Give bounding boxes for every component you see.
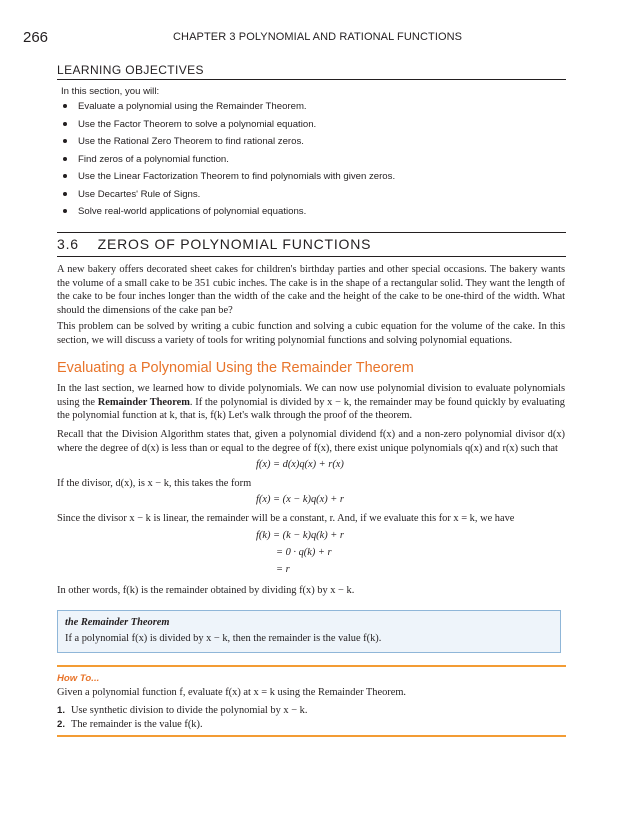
divider	[57, 256, 566, 257]
divider	[57, 232, 566, 233]
howto-step: 1. Use synthetic division to divide the polynomial by x − k.	[57, 705, 308, 716]
theorem-body: If a polynomial f(x) is divided by x − k, then the remainder is the value f(k).	[65, 633, 382, 644]
list-item: Use Decartes' Rule of Signs.	[62, 188, 395, 206]
list-item: Use the Rational Zero Theorem to find rational zeros.	[62, 135, 395, 153]
equation: = r	[276, 564, 290, 575]
list-item: Use the Factor Theorem to solve a polynomial equation.	[62, 118, 395, 136]
list-item: Use the Linear Factorization Theorem to find polynomials with given zeros.	[62, 170, 395, 188]
list-item: Find zeros of a polynomial function.	[62, 153, 395, 171]
howto-step: 2. The remainder is the value f(k).	[57, 719, 203, 730]
intro-paragraph: This problem can be solved by writing a cubic function and solving a cubic equation for the volume of the cake. In this section, we will discuss a variety of tools for writing polynomial functions and solving polynomial equations.	[57, 321, 565, 346]
theorem-box	[57, 610, 561, 653]
divider	[57, 79, 566, 80]
section-title: 3.6 ZEROS OF POLYNOMIAL FUNCTIONS	[57, 236, 372, 252]
equation: f(k) = (k − k)q(k) + r	[256, 530, 344, 541]
body-paragraph: If the divisor, d(x), is x − k, this takes the form	[57, 478, 252, 489]
theorem-title: the Remainder Theorem	[65, 617, 170, 628]
learning-objectives-title: LEARNING OBJECTIVES	[57, 63, 204, 77]
body-paragraph: Recall that the Division Algorithm states that, given a polynomial dividend f(x) and a non-zero polynomial divisor d(x) where the degree of d(x) is less than or equal to the degree of f(x), there exist unique polynomials q(x) and r(x) such that	[57, 429, 565, 454]
divider	[57, 735, 566, 737]
running-header: CHAPTER 3 POLYNOMIAL AND RATIONAL FUNCTIONS	[173, 31, 463, 43]
intro-paragraph: A new bakery offers decorated sheet cakes for children's birthday parties and other special occasions. The bakery wants the volume of a small cake to be 351 cubic inches. The cake is in the shape of a rectangular solid. They want the length of the cake to be four inches longer than the width of the cake and the height of the cake to be one-third of the width. What should the dimensions of the cake pan be?	[57, 264, 565, 316]
equation: f(x) = d(x)q(x) + r(x)	[256, 459, 344, 470]
howto-label: How To...	[57, 673, 100, 684]
body-paragraph: Since the divisor x − k is linear, the remainder will be a constant, r. And, if we evaluate this for x = k, we have	[57, 513, 515, 524]
subsection-title: Evaluating a Polynomial Using the Remainder Theorem	[57, 360, 414, 376]
list-item: Evaluate a polynomial using the Remainder Theorem.	[62, 100, 395, 118]
body-paragraph: In the last section, we learned how to divide polynomials. We can now use polynomial division to evaluate polynomials using the Remainder Theorem. If the polynomial is divided by x − k, the remainder may be found quickly by evaluating the polynomial function at k, that is, f(k) Let's walk through the proof of the theorem.	[57, 383, 566, 421]
body-paragraph: In other words, f(k) is the remainder obtained by dividing f(x) by x − k.	[57, 585, 355, 596]
page-number: 266	[23, 29, 49, 46]
learning-objectives-intro: In this section, you will:	[61, 86, 160, 97]
learning-objectives-list	[62, 100, 395, 223]
list-item: Solve real-world applications of polynomial equations.	[62, 205, 395, 223]
equation: f(x) = (x − k)q(x) + r	[256, 494, 344, 505]
howto-intro: Given a polynomial function f, evaluate f(x) at x = k using the Remainder Theorem.	[57, 687, 407, 698]
equation: = 0 · q(k) + r	[276, 547, 332, 558]
divider	[57, 665, 566, 667]
